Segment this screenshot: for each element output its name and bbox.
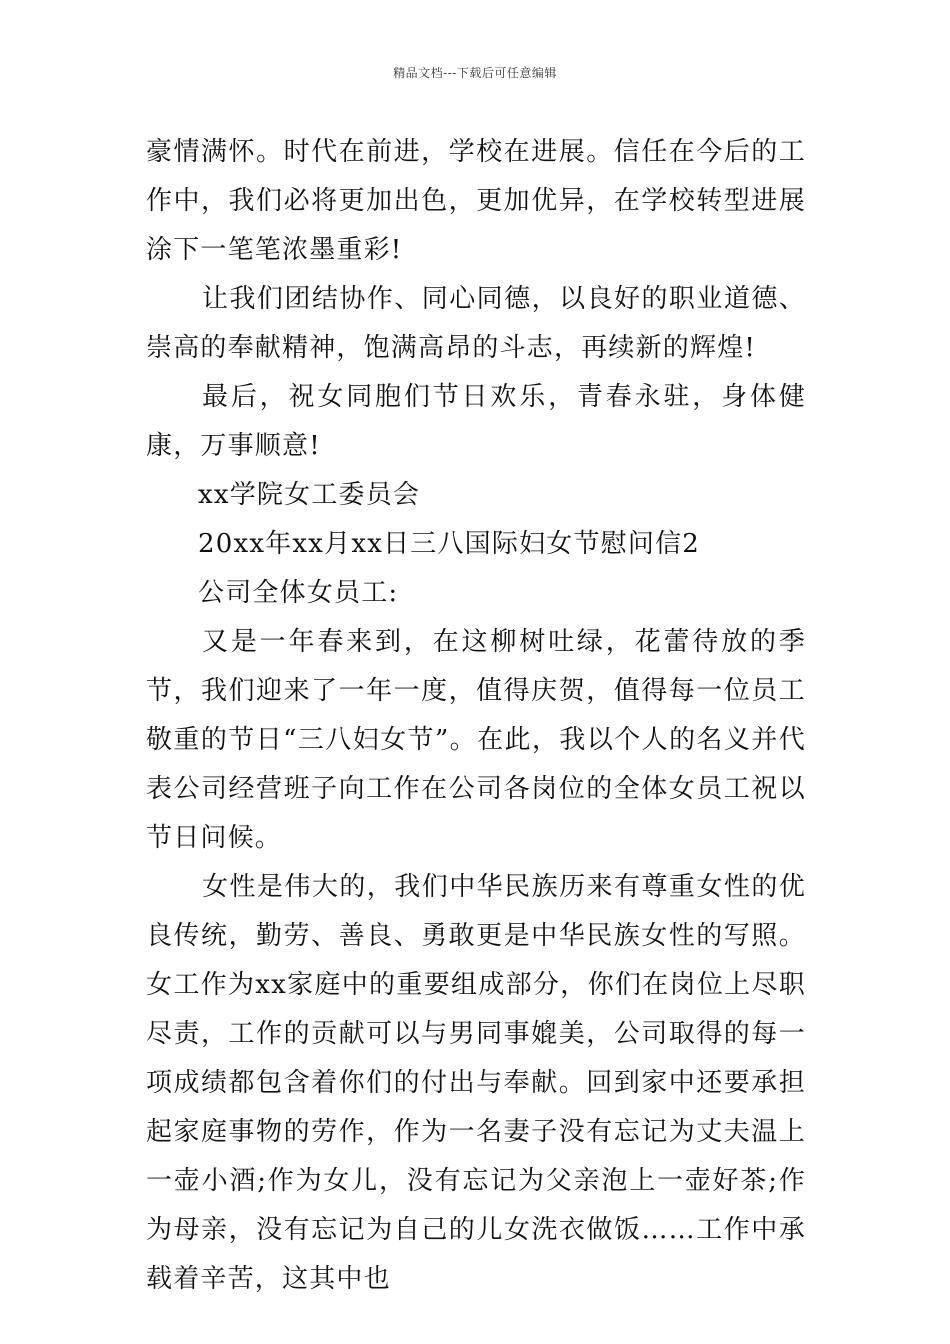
document-body	[146, 128, 806, 1304]
date-title-line: 20xx年xx月xx日三八国际妇女节慰问信2	[198, 529, 701, 559]
signature-line: xx学院女工委员会	[198, 480, 421, 510]
page-header: 精品文档---下载后可任意编辑	[393, 66, 557, 80]
paragraph-8: 女性是伟大的，我们中华民族历来有尊重女性的优良传统，勤劳、善良、勇敢更是中华民族女性的写照。女工作为xx家庭中的重要组成部分，你们在岗位上尽职尽责，工作的贡献可以与男同事媲美，公司取得的每一项成绩都包含着你们的付出与奉献。回到家中还要承担起家庭事物的劳作，作为一名妻子没有忘记为丈夫温上一壶小酒;作为女儿，没有忘记为父亲泡上一壶好茶;作为母亲，没有忘记为自己的儿女洗衣做饭……工作中承载着辛苦，这其中也	[146, 872, 806, 1294]
salutation-line: 公司全体女员工:	[198, 578, 399, 608]
paragraph-2: 让我们团结协作、同心同德，以良好的职业道德、崇高的奉献精神，饱满高昂的斗志，再续新的辉煌!	[146, 284, 806, 363]
paragraph-1: 豪情满怀。时代在前进，学校在进展。信任在今后的工作中，我们必将更加出色，更加优异，在学校转型进展涂下一笔笔浓墨重彩!	[146, 137, 806, 265]
paragraph-3: 最后，祝女同胞们节日欢乐，青春永驻，身体健康，万事顺意!	[146, 382, 806, 461]
paragraph-7: 又是一年春来到，在这柳树吐绿，花蕾待放的季节，我们迎来了一年一度，值得庆贺，值得每一位员工敬重的节日“三八妇女节”。在此，我以个人的名义并代表公司经营班子向工作在公司各岗位的全体女员工祝以节日问候。	[146, 627, 806, 853]
